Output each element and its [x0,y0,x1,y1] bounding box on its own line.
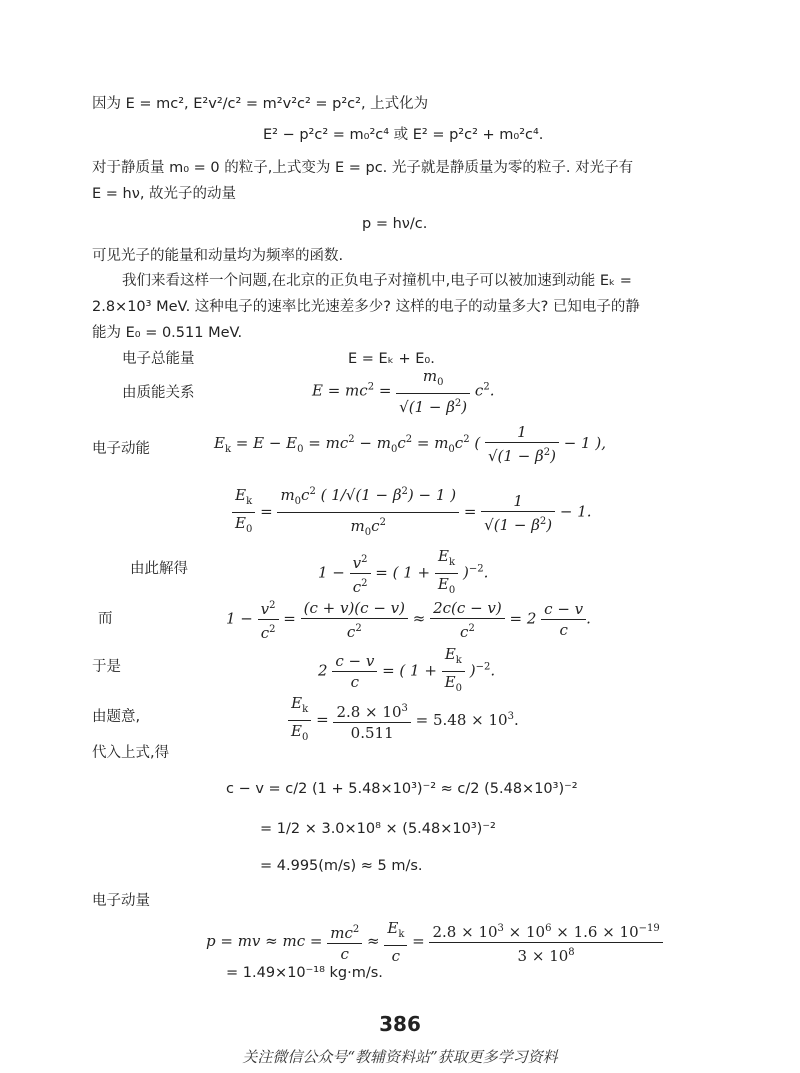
label-and: 而 [98,611,113,627]
equation-kinetic-energy: $E_k = E - E_0 = mc^2 - m_0c^2 = m_0c^2$ ( $\frac{1}{√(1 - \beta^2)}$ − 1 ), [214,423,606,465]
equation-total-energy: E = Eₖ + E₀. [348,351,435,367]
text-line: 能为 E₀ = 0.511 MeV. [92,325,243,341]
equation-then: 2 $\frac{c - v}{c}$ = ( 1 + $\frac{E_k}{E_0}$ )$^{-2}$. [318,645,496,694]
equation-solve: 1 − $\frac{v^2}{c^2}$ = ( 1 + $\frac{E_k}{E_0}$ )$^{-2}$. [318,547,489,596]
equation-given: $\frac{E_k}{E_0}$ = $\frac{2.8 \times 10^3}{0.511}$ = $5.48 \times 10^3$. [288,693,519,748]
label-momentum: 电子动量 [92,893,150,909]
equation-energy-momentum: E² − p²c² = m₀²c⁴ 或 E² = p²c² + m₀²c⁴. [263,127,544,143]
text-line: 可见光子的能量和动量均为频率的函数. [92,248,344,264]
text-line: 对于静质量 m₀ = 0 的粒子,上式变为 E = pc. 光子就是静质量为零的粒子. 对光子有 [92,160,634,176]
page-number: 386 [379,1012,421,1036]
equation-momentum: p = mv ≈ mc = $\frac{mc^2}{c}$ ≈ $\frac{E_k}{c}$ = $\frac{2.8 \times 10^3 \times 10^6 \times 1.6 \times 10^{-19}}{3 \times 10^8}$ [206,918,663,966]
equation-momentum-result: = 1.49×10⁻¹⁸ kg·m/s. [226,965,383,981]
equation-energy-ratio: $\frac{E_k}{E_0}$ = $\frac{m_0c^2 ( 1/√(1 - \beta^2) - 1 )}{m_0c^2}$ = $\frac{1}{√(1 - \beta^2)}$ − 1. [232,482,592,543]
equation-approx: 1 − $\frac{v^2}{c^2}$ = $\frac{(c + v)(c - v)}{c^2}$ ≈ $\frac{2c(c - v)}{c^2}$ = 2 $\frac{c - v}{c}$ . [226,596,591,643]
equation-speed-diff-3: = 4.995(m/s) ≈ 5 m/s. [260,858,423,874]
equation-speed-diff-1: c − v = c/2 (1 + 5.48×10³)⁻² ≈ c/2 (5.48×10³)⁻² [226,781,578,797]
label-solve: 由此解得 [130,561,188,577]
footer-note: 关注微信公众号“教辅资料站”获取更多学习资料 [242,1048,558,1066]
label-kinetic-energy: 电子动能 [92,441,150,457]
label-given: 由题意, [92,709,141,725]
equation-mass-energy: $E = mc^2$ = $\frac{m_0}{√(1 - \beta^2)}$ $c^2$. [312,367,495,416]
text-line: E = hν, 故光子的动量 [92,186,237,202]
text-line: 2.8×10³ MeV. 这种电子的速率比光速差多少? 这样的电子的动量多大? 已知电子的静 [92,299,640,315]
text-line: 我们来看这样一个问题,在北京的正负电子对撞机中,电子可以被加速到动能 Eₖ = [122,273,632,289]
label-substitute: 代入上式,得 [92,745,170,761]
text-line: 因为 E = mc², E²v²/c² = m²v²c² = p²c², 上式化为 [92,96,429,112]
label-then: 于是 [92,659,121,675]
label-total-energy: 电子总能量 [122,351,195,367]
equation-photon-momentum: p = hν/c. [362,216,428,232]
equation-speed-diff-2: = 1/2 × 3.0×10⁸ × (5.48×10³)⁻² [260,821,496,837]
label-mass-energy: 由质能关系 [122,385,195,401]
